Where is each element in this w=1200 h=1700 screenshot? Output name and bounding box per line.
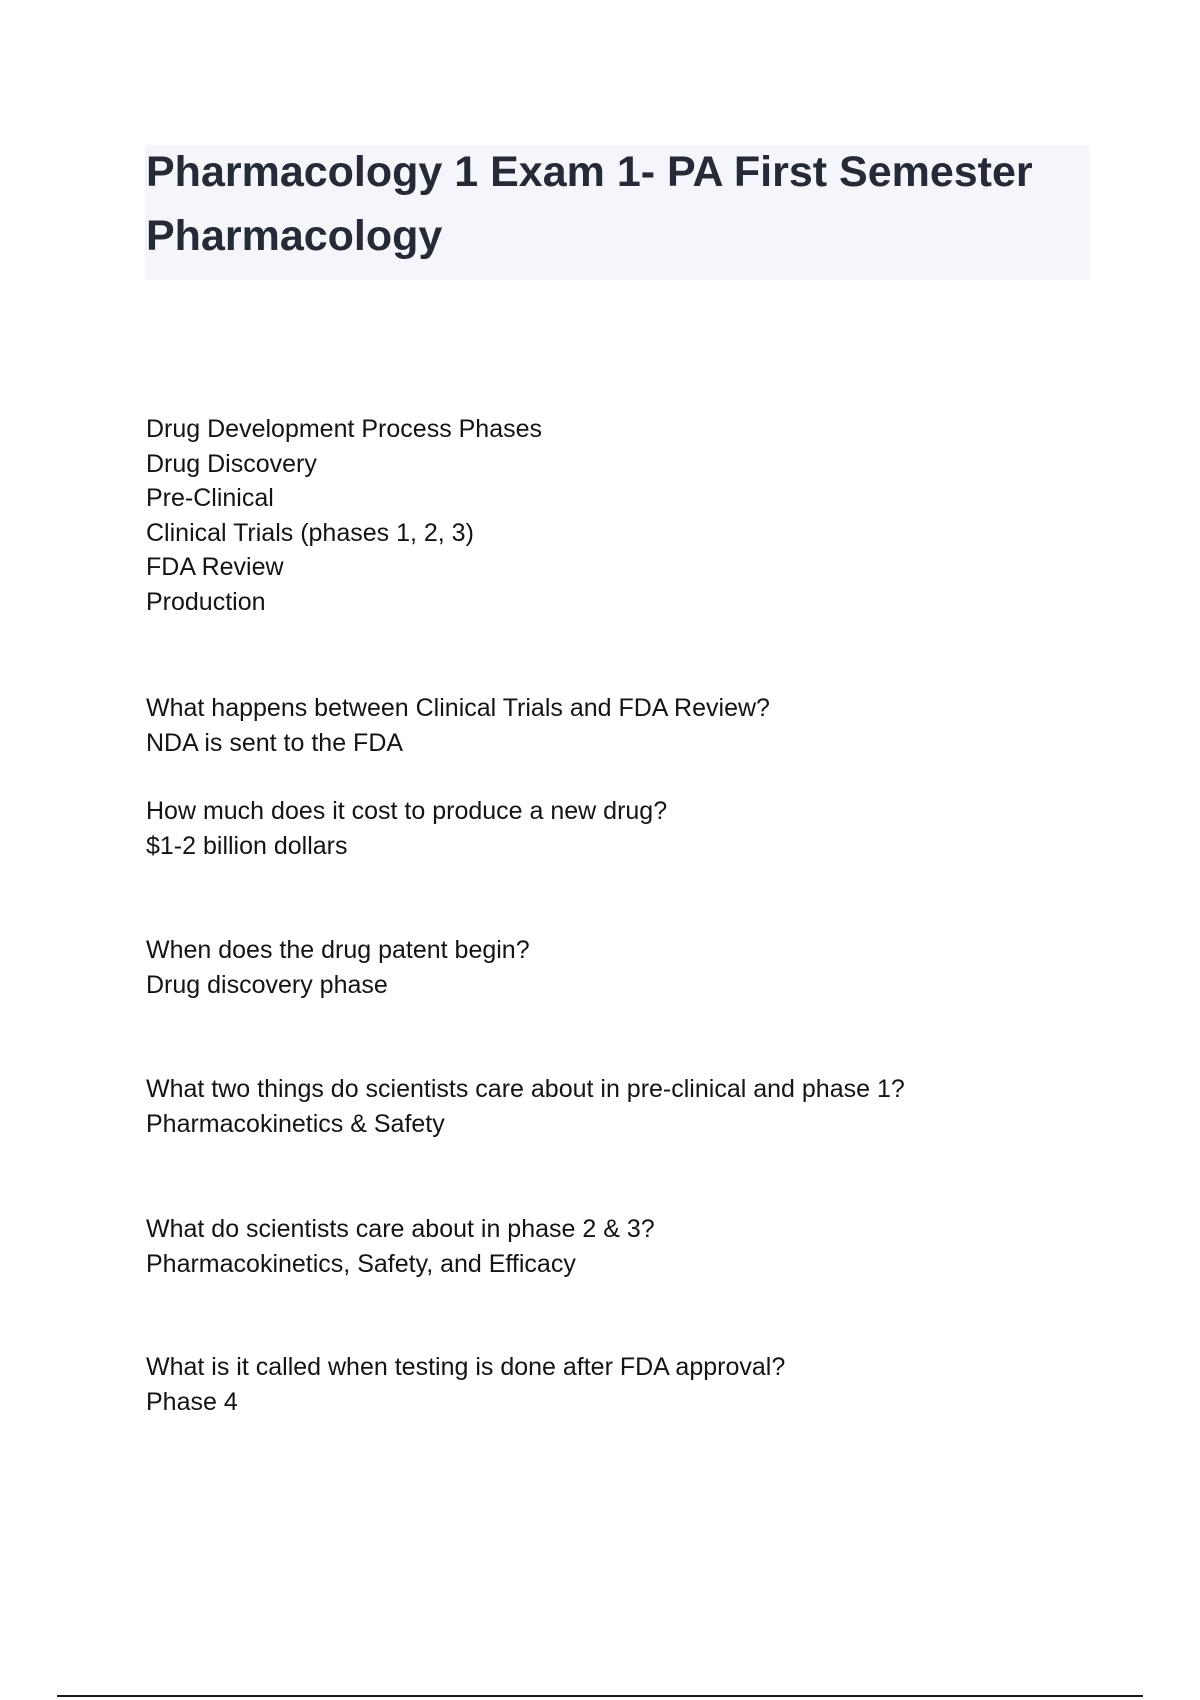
answer-text: NDA is sent to the FDA	[146, 728, 404, 757]
question-text: What happens between Clinical Trials and FDA Review?	[146, 694, 770, 722]
footer-divider	[57, 1695, 1143, 1697]
qa-card	[146, 1072, 1096, 1141]
answer-text: Production	[146, 587, 266, 616]
document-title: Pharmacology 1 Exam 1- PA First Semester Pharmacology	[146, 148, 1033, 260]
answer-text: Drug discovery phase	[146, 970, 388, 999]
answer-text: Phase 4	[146, 1387, 238, 1416]
answer-text: FDA Review	[146, 553, 284, 581]
qa-card	[146, 691, 1096, 760]
answer-text: Pharmacokinetics & Safety	[146, 1109, 445, 1138]
qa-card	[146, 412, 1096, 619]
qa-card	[146, 1350, 1096, 1419]
question-text: How much does it cost to produce a new drug?	[146, 797, 668, 825]
answer-text: Drug Discovery	[146, 449, 317, 478]
qa-card	[146, 933, 1096, 1002]
answer-text: Clinical Trials (phases 1, 2, 3)	[146, 518, 474, 547]
question-text: What do scientists care about in phase 2 & 3?	[146, 1215, 655, 1243]
question-text: What two things do scientists care about in pre-clinical and phase 1?	[146, 1075, 905, 1103]
answer-text: $1-2 billion dollars	[146, 831, 348, 860]
answer-text: Pharmacokinetics, Safety, and Efficacy	[146, 1249, 576, 1278]
question-text: What is it called when testing is done after FDA approval?	[146, 1353, 786, 1381]
question-text: When does the drug patent begin?	[146, 936, 530, 964]
question-text: Drug Development Process Phases	[146, 415, 543, 443]
qa-card	[146, 1212, 1096, 1281]
answer-text: Pre-Clinical	[146, 484, 274, 512]
qa-card	[146, 794, 1096, 863]
